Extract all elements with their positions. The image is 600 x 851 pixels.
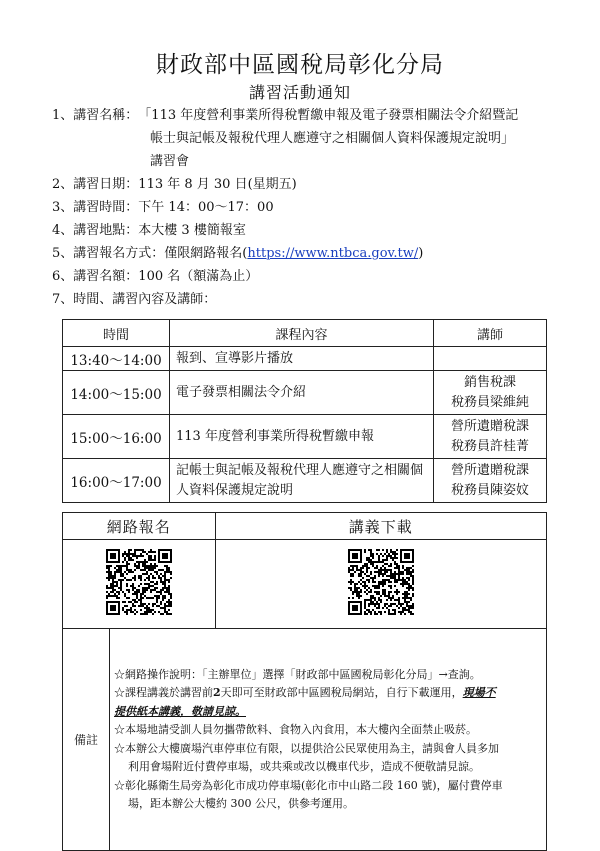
table-row bbox=[63, 415, 547, 459]
table-row bbox=[63, 459, 547, 503]
note-emphasis: 2 bbox=[213, 686, 221, 699]
table-row bbox=[63, 371, 547, 415]
item-value: 本大樓 3 樓簡報室 bbox=[138, 223, 246, 238]
item-label: 講習名稱： bbox=[73, 108, 139, 123]
speaker-unit: 營所遺贈稅課 bbox=[450, 462, 529, 478]
speaker-cell bbox=[434, 459, 547, 503]
qr-row bbox=[63, 540, 547, 629]
item-label: 時間、講習內容及講師： bbox=[73, 292, 217, 307]
note-text: ☆課程講義於講習前 bbox=[114, 686, 213, 699]
item-number: 5、 bbox=[52, 246, 74, 261]
note-item: ☆彰化縣衛生局旁為彰化市成功停車場(彰化市中山路二段 160 號)，屬付費停車 bbox=[114, 778, 503, 792]
page-title: 財政部中區國稅局彰化分局 bbox=[156, 52, 444, 78]
speaker-cell bbox=[434, 347, 547, 371]
value-suffix: ) bbox=[418, 246, 424, 261]
item-label: 講習報名方式： bbox=[73, 246, 165, 261]
notes-row bbox=[63, 629, 547, 851]
item-number: 6、 bbox=[52, 269, 74, 284]
page-subtitle: 講習活動通知 bbox=[248, 83, 351, 102]
time-cell: 14:00～15:00 bbox=[63, 371, 170, 415]
note-item: ☆本辦公大樓廣場汽車停車位有限，以提供洽公民眾使用為主，請與會人員多加 bbox=[114, 741, 499, 755]
item-2 bbox=[52, 173, 572, 196]
column-header: 網路報名 bbox=[63, 513, 216, 540]
schedule-table bbox=[62, 319, 547, 503]
notes-cell bbox=[110, 629, 547, 851]
item-label: 講習地點： bbox=[73, 223, 139, 238]
time-cell: 13:40～14:00 bbox=[63, 347, 170, 371]
content-cell: 電子發票相關法令介紹 bbox=[170, 371, 434, 415]
registration-link[interactable]: https://www.ntbca.gov.tw/ bbox=[247, 246, 419, 261]
item-number: 3、 bbox=[52, 200, 74, 215]
registration-table bbox=[62, 512, 547, 851]
note-item bbox=[114, 684, 542, 703]
content-cell: 113 年度營利事業所得稅暫繳申報 bbox=[170, 415, 434, 459]
table-row bbox=[63, 347, 547, 371]
time-cell: 16:00～17:00 bbox=[63, 459, 170, 503]
item-value: 「113 年度營利事業所得稅暫繳申報及電子發票相關法令介紹暨記 bbox=[138, 108, 519, 123]
item-value bbox=[164, 242, 572, 265]
content-cell: 報到、宣導影片播放 bbox=[170, 347, 434, 371]
item-1-continuation: 講習會 bbox=[150, 154, 190, 169]
item-value: 113 年 8 月 30 日(星期五) bbox=[138, 177, 297, 192]
item-label: 講習名額： bbox=[73, 269, 139, 284]
item-6 bbox=[52, 265, 572, 288]
time-cell: 15:00～16:00 bbox=[63, 415, 170, 459]
item-3 bbox=[52, 196, 572, 219]
item-7 bbox=[52, 288, 572, 311]
item-1-continuation: 帳士與記帳及報稅代理人應遵守之相關個人資料保護規定說明」 bbox=[150, 131, 515, 146]
speaker-name: 稅務員陳姿妏 bbox=[450, 482, 529, 498]
item-value: 100 名（額滿為止） bbox=[138, 269, 259, 284]
content-cell: 記帳士與記帳及報稅代理人應遵守之相關個人資料保護規定說明 bbox=[170, 459, 434, 503]
speaker-unit: 營所遺贈稅課 bbox=[450, 418, 529, 434]
speaker-unit: 銷售稅課 bbox=[463, 374, 516, 390]
note-text: 天即可至財政部中區國稅局網站，自行下載運用， bbox=[220, 686, 463, 699]
note-item: ☆網路操作說明：「主辦單位」選擇「財政部中區國稅局彰化分局」→查詢。 bbox=[114, 667, 481, 681]
column-header: 課程內容 bbox=[170, 320, 434, 347]
handout-qr-code[interactable] bbox=[348, 549, 414, 615]
item-5 bbox=[52, 242, 572, 265]
speaker-cell bbox=[434, 371, 547, 415]
qr-cell bbox=[63, 540, 216, 629]
registration-qr-code[interactable] bbox=[106, 549, 172, 615]
qr-cell bbox=[215, 540, 546, 629]
note-continuation: 場，距本辦公大樓約 300 公尺，供參考運用。 bbox=[128, 797, 354, 810]
note-emphasis: 現場不 bbox=[462, 686, 496, 699]
item-label: 講習時間： bbox=[73, 200, 139, 215]
item-number: 7、 bbox=[52, 292, 74, 307]
item-number: 4、 bbox=[52, 223, 74, 238]
speaker-name: 稅務員許桂菁 bbox=[450, 438, 529, 454]
note-item: ☆本場地請受訓人員勿攜帶飲料、食物入內食用，本大樓內全面禁止吸菸。 bbox=[114, 723, 477, 736]
column-header: 講義下載 bbox=[215, 513, 546, 540]
item-list bbox=[52, 104, 572, 311]
item-value: 下午 14：00～17：00 bbox=[138, 200, 274, 215]
item-number: 2、 bbox=[52, 177, 74, 192]
value-prefix: 僅限網路報名( bbox=[164, 246, 248, 261]
item-number: 1、 bbox=[52, 108, 74, 123]
item-label: 講習日期： bbox=[73, 177, 139, 192]
note-emphasis: 提供紙本講義，敬請見諒。 bbox=[114, 704, 246, 718]
table-header-row bbox=[63, 320, 547, 347]
note-continuation: 利用會場附近付費停車場，或共乘或改以機車代步，造成不便敬請見諒。 bbox=[128, 760, 480, 773]
column-header: 講師 bbox=[434, 320, 547, 347]
notes-label: 備註 bbox=[63, 629, 110, 851]
speaker-name: 稅務員梁維純 bbox=[450, 394, 529, 410]
speaker-cell bbox=[434, 415, 547, 459]
item-4 bbox=[52, 219, 572, 242]
table-header-row bbox=[63, 513, 547, 540]
column-header: 時間 bbox=[63, 320, 170, 347]
item-1 bbox=[52, 104, 572, 127]
